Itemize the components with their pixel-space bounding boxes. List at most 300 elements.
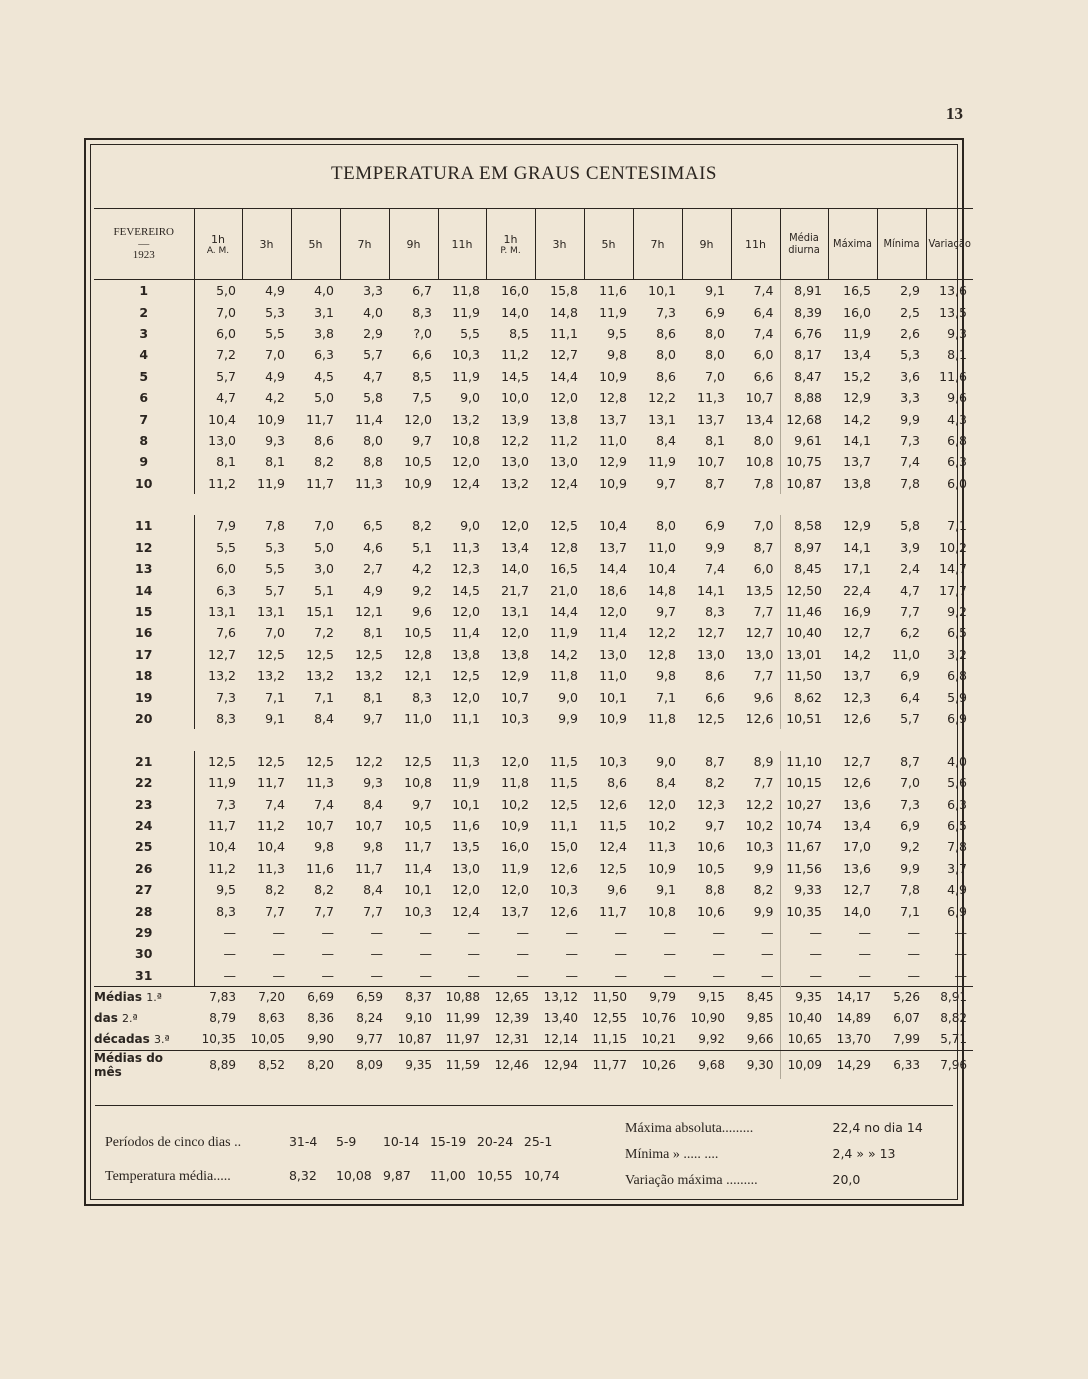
table-cell: 7,4 — [753, 325, 774, 341]
table-cell: 7,83 — [194, 986, 242, 1008]
table-cell: 14,4 — [550, 604, 578, 620]
table-cell: — — [780, 943, 828, 964]
table-cell: 9,92 — [682, 1029, 731, 1051]
table-cell: 6,8 — [947, 432, 967, 448]
table-cell: 8,3 — [216, 903, 236, 919]
table-cell: 7,7 — [265, 903, 285, 919]
table-cell: 7,20 — [242, 986, 291, 1008]
table-cell: 5,8 — [900, 518, 920, 534]
table-cell: 12,6 — [843, 775, 871, 791]
table-cell: 12,5 — [306, 753, 334, 769]
table-cell: 10,8 — [648, 903, 676, 919]
table-row — [94, 537, 973, 558]
table-cell: 8,3 — [412, 689, 432, 705]
decade-mean-row — [94, 1008, 973, 1029]
table-cell: 11,8 — [550, 668, 578, 684]
table-cell: 8,91 — [780, 280, 828, 302]
period-temp: 8,32 — [288, 1168, 317, 1183]
table-cell: 6,0 — [216, 561, 236, 577]
table-cell: 14,0 — [501, 304, 529, 320]
table-cell: 9,8 — [607, 347, 627, 363]
table-cell: 9,1 — [265, 711, 285, 726]
table-cell: 14,8 — [648, 582, 676, 598]
table-cell: 12,5 — [550, 796, 578, 812]
table-cell: 6,0 — [753, 347, 774, 363]
table-cell: 12,7 — [843, 625, 871, 641]
table-cell: 7,1 — [314, 689, 334, 705]
table-cell: 12,2 — [355, 753, 383, 769]
table-cell: — — [370, 967, 383, 983]
table-cell: 8,7 — [900, 753, 920, 769]
period-value: 10-14 — [382, 1134, 420, 1149]
table-cell: — — [858, 946, 871, 962]
min-absolute-value: 2,4 » » 13 — [832, 1146, 896, 1161]
table-cell: 3,0 — [314, 561, 334, 577]
table-cell: 11,1 — [550, 817, 578, 833]
table-cell: 8,6 — [656, 325, 676, 341]
table-cell: 8,37 — [389, 986, 438, 1008]
table-cell: 8,6 — [705, 668, 725, 684]
table-cell: — — [780, 922, 828, 943]
table-cell: 9,7 — [412, 432, 432, 448]
table-cell: 11,2 — [208, 860, 236, 876]
table-cell: 7,9 — [216, 518, 236, 534]
table-cell: 8,7 — [753, 539, 774, 555]
table-cell: 13,2 — [501, 475, 529, 491]
table-row — [94, 858, 973, 879]
table-cell: 11,5 — [599, 817, 627, 833]
table-cell: 11,6 — [599, 283, 627, 299]
table-cell: 11,50 — [780, 665, 828, 686]
decade-mean-label — [94, 986, 194, 1008]
table-cell: — — [419, 946, 432, 962]
table-cell: 11,50 — [584, 986, 633, 1008]
table-cell: 13,1 — [257, 604, 285, 620]
table-cell: 5,5 — [265, 325, 285, 341]
table-cell: 5,0 — [314, 539, 334, 555]
table-cell: 12,1 — [404, 668, 432, 684]
table-cell: 9,9 — [900, 411, 920, 427]
table-cell: 12,0 — [452, 882, 480, 898]
table-cell: 11,7 — [306, 411, 334, 427]
table-cell: 12,3 — [452, 561, 480, 577]
table-cell: 6,4 — [900, 689, 920, 705]
table-row — [94, 686, 973, 707]
table-cell: 6,07 — [893, 1011, 920, 1026]
table-cell: 12,68 — [780, 408, 828, 429]
table-cell: 9,66 — [731, 1029, 780, 1051]
table-row — [94, 965, 973, 987]
period-temp: 10,55 — [476, 1168, 513, 1183]
day-number: 19 — [94, 686, 194, 707]
table-cell: 10,2 — [648, 817, 676, 833]
table-cell: 12,0 — [452, 604, 480, 620]
table-cell: 7,7 — [753, 668, 774, 684]
table-cell: 9,61 — [780, 430, 828, 451]
table-cell: 5,7 — [265, 582, 285, 598]
table-cell: — — [565, 967, 578, 983]
day-number: 17 — [94, 644, 194, 665]
table-frame-inner — [90, 144, 971, 1200]
table-cell: 7,7 — [753, 604, 774, 620]
period-temp: 11,00 — [429, 1168, 466, 1183]
table-cell: — — [907, 967, 920, 983]
gap-cell — [94, 729, 973, 750]
table-cell: — — [419, 924, 432, 940]
day-number: 26 — [94, 858, 194, 879]
table-cell: 15,0 — [550, 839, 578, 855]
table-cell: 12,5 — [599, 860, 627, 876]
table-cell: 10,3 — [452, 347, 480, 363]
table-cell: 8,0 — [656, 347, 676, 363]
table-cell: 8,2 — [314, 454, 334, 470]
table-cell: 12,9 — [843, 390, 871, 406]
table-cell: 5,3 — [900, 347, 920, 363]
table-cell: 10,40 — [780, 622, 828, 643]
table-cell: 10,1 — [452, 796, 480, 812]
table-cell: 8,3 — [216, 711, 236, 726]
day-number: 2 — [94, 301, 194, 322]
max-variation-label: Variação máxima ......... — [625, 1173, 758, 1188]
table-cell: 12,2 — [648, 390, 676, 406]
table-cell: — — [907, 924, 920, 940]
table-cell: 13,6 — [939, 283, 967, 299]
table-cell: — — [858, 924, 871, 940]
table-cell: 5,5 — [265, 561, 285, 577]
table-cell: 9,35 — [405, 1057, 432, 1072]
table-cell: 9,2 — [412, 582, 432, 598]
table-cell: 5,7 — [363, 347, 383, 363]
table-cell: 9,3 — [265, 432, 285, 448]
table-cell: 12,39 — [494, 1011, 529, 1026]
table-cell: — — [761, 967, 774, 983]
table-cell: 11,2 — [501, 347, 529, 363]
table-cell: 11,0 — [892, 646, 920, 662]
table-cell: 7,8 — [947, 839, 967, 855]
table-cell: — — [467, 946, 480, 962]
table-cell: 12,5 — [208, 753, 236, 769]
table-cell: 12,6 — [550, 903, 578, 919]
min-absolute-row — [625, 1146, 923, 1172]
table-cell: 10,7 — [501, 689, 529, 705]
table-cell: 9,0 — [460, 390, 480, 406]
table-cell: 11,4 — [404, 860, 432, 876]
table-cell: 3,6 — [900, 368, 920, 384]
table-cell: — — [419, 967, 432, 983]
table-cell: 5,26 — [877, 986, 926, 1008]
table-cell: 6,5 — [947, 817, 967, 833]
table-cell: 12,14 — [535, 1029, 584, 1051]
table-cell: 10,3 — [745, 839, 774, 855]
table-row — [94, 815, 973, 836]
period-value: 15-19 — [429, 1134, 467, 1149]
table-cell: 11,2 — [257, 817, 285, 833]
table-cell: 6,9 — [900, 817, 920, 833]
table-row — [94, 579, 973, 600]
table-cell: 6,0 — [753, 561, 774, 577]
table-cell: 12,8 — [599, 390, 627, 406]
table-cell: 4,2 — [412, 561, 432, 577]
table-cell: 6,5 — [363, 518, 383, 534]
table-cell: 2,4 — [900, 561, 920, 577]
table-cell: 13,5 — [939, 304, 967, 320]
table-cell: 13,01 — [780, 644, 828, 665]
table-cell: — — [954, 924, 967, 940]
table-cell: — — [223, 946, 236, 962]
table-cell: 11,5 — [550, 775, 578, 791]
table-cell: 10,40 — [780, 1008, 828, 1029]
day-number: 8 — [94, 430, 194, 451]
table-cell: 9,1 — [656, 882, 676, 898]
day-number: 27 — [94, 879, 194, 900]
table-cell: — — [761, 924, 774, 940]
table-cell: 10,9 — [599, 368, 627, 384]
table-cell: 8,09 — [356, 1057, 383, 1072]
table-cell: 10,0 — [501, 390, 529, 406]
table-cell: 8,82 — [940, 1011, 967, 1026]
table-cell: 10,3 — [550, 882, 578, 898]
table-cell: 7,4 — [265, 796, 285, 812]
table-cell: 12,0 — [648, 796, 676, 812]
table-cell: 13,7 — [843, 668, 871, 684]
table-cell: 14,17 — [828, 986, 877, 1008]
table-cell: 9,7 — [656, 604, 676, 620]
period-temp: 10,74 — [523, 1168, 560, 1183]
table-cell: 14,8 — [550, 304, 578, 320]
table-cell: 13,7 — [599, 539, 627, 555]
table-cell: 12,0 — [501, 753, 529, 769]
decade-ordinal: 3.ª — [153, 1033, 170, 1047]
table-cell: — — [614, 946, 627, 962]
pm-label: P. M. — [500, 245, 521, 256]
table-cell: 8,52 — [258, 1057, 285, 1072]
table-cell: 9,7 — [363, 711, 383, 726]
table-cell: — — [272, 924, 285, 940]
table-frame — [84, 138, 971, 1206]
table-cell: 8,89 — [209, 1057, 236, 1072]
table-cell: 10,87 — [389, 1029, 438, 1051]
table-cell: 13,9 — [501, 411, 529, 427]
table-cell: 9,9 — [753, 860, 774, 876]
table-cell: 7,0 — [265, 625, 285, 641]
table-cell: 5,3 — [265, 304, 285, 320]
table-cell: 9,8 — [656, 668, 676, 684]
table-cell: 14,4 — [550, 368, 578, 384]
table-cell: 8,1 — [265, 454, 285, 470]
table-cell: 2,6 — [900, 325, 920, 341]
table-cell: 11,9 — [452, 368, 480, 384]
table-cell: — — [516, 967, 529, 983]
table-cell: 11,46 — [780, 601, 828, 622]
table-cell: — — [370, 924, 383, 940]
month-header — [94, 209, 194, 280]
table-cell: 13,2 — [452, 411, 480, 427]
table-cell: 7,1 — [656, 689, 676, 705]
day-number: 29 — [94, 922, 194, 943]
table-cell: 8,2 — [412, 518, 432, 534]
table-cell: 11,4 — [355, 411, 383, 427]
table-cell: 9,6 — [753, 689, 774, 705]
table-cell: 9,7 — [656, 475, 676, 491]
table-cell: 8,2 — [705, 775, 725, 791]
table-cell: 13,7 — [599, 411, 627, 427]
table-cell: 10,7 — [697, 454, 725, 470]
table-cell: 7,2 — [216, 347, 236, 363]
table-cell: 12,7 — [697, 625, 725, 641]
table-cell: 12,5 — [306, 646, 334, 662]
table-row — [94, 601, 973, 622]
table-cell: 6,9 — [705, 518, 725, 534]
table-cell: 10,26 — [641, 1057, 676, 1072]
table-cell: 8,8 — [363, 454, 383, 470]
table-row — [94, 430, 973, 451]
table-cell: 11,7 — [599, 903, 627, 919]
col-header-minima: Mínima — [877, 209, 926, 280]
month-mean-label: Médias do mês — [94, 1050, 164, 1079]
table-cell: 7,4 — [753, 283, 774, 299]
table-cell: 4,0 — [947, 753, 967, 769]
table-cell: 12,9 — [843, 518, 871, 534]
period-value: 25-1 — [523, 1134, 553, 1149]
table-cell: 11,6 — [939, 368, 967, 384]
table-cell: 5,7 — [900, 711, 920, 726]
table-cell: 9,30 — [746, 1057, 774, 1072]
temperature-table — [94, 208, 973, 1079]
table-cell: 11,9 — [452, 775, 480, 791]
table-cell: 10,8 — [404, 775, 432, 791]
table-cell: 13,7 — [843, 454, 871, 470]
table-cell: 5,8 — [363, 390, 383, 406]
day-number: 7 — [94, 408, 194, 429]
table-cell: 12,7 — [843, 882, 871, 898]
table-cell: 7,1 — [947, 518, 967, 534]
table-cell: 7,3 — [656, 304, 676, 320]
table-cell: 10,1 — [648, 283, 676, 299]
day-number: 3 — [94, 323, 194, 344]
table-cell: 8,8 — [705, 882, 725, 898]
table-cell: 8,6 — [656, 368, 676, 384]
day-number: 9 — [94, 451, 194, 472]
table-cell: 10,4 — [208, 839, 236, 855]
day-number: 11 — [94, 515, 194, 536]
table-cell: 11,10 — [780, 751, 828, 772]
table-cell: 16,9 — [843, 604, 871, 620]
table-row — [94, 408, 973, 429]
table-cell: 8,17 — [780, 344, 828, 365]
table-cell: 4,6 — [363, 539, 383, 555]
table-cell: 9,0 — [460, 518, 480, 534]
table-cell: 6,9 — [900, 668, 920, 684]
table-cell: 10,21 — [633, 1029, 682, 1051]
table-cell: 21,0 — [550, 582, 578, 598]
table-cell: 4,3 — [947, 411, 967, 427]
col-header-9pm: 9h — [682, 209, 731, 280]
table-cell: 7,7 — [314, 903, 334, 919]
table-row — [94, 879, 973, 900]
table-cell: 6,69 — [291, 986, 340, 1008]
table-cell: 11,3 — [452, 753, 480, 769]
table-cell: 12,7 — [745, 625, 774, 641]
table-cell: 5,7 — [216, 368, 236, 384]
table-cell: 8,91 — [926, 986, 973, 1008]
table-row — [94, 473, 973, 494]
table-cell: 12,4 — [452, 475, 480, 491]
decade-label-word: das — [94, 1011, 118, 1026]
table-cell: 10,9 — [648, 860, 676, 876]
table-cell: 9,5 — [216, 882, 236, 898]
table-cell: 8,1 — [216, 454, 236, 470]
table-cell: 7,3 — [900, 432, 920, 448]
table-cell: 5,5 — [216, 539, 236, 555]
table-cell: 12,1 — [355, 604, 383, 620]
table-cell: 6,0 — [216, 325, 236, 341]
table-cell: 10,1 — [404, 882, 432, 898]
table-cell: 13,1 — [208, 604, 236, 620]
table-cell: 13,0 — [452, 860, 480, 876]
extremes — [625, 1120, 923, 1198]
table-cell: 12,3 — [697, 796, 725, 812]
table-cell: — — [954, 946, 967, 962]
table-cell: 5,1 — [314, 582, 334, 598]
max-variation-value: 20,0 — [832, 1172, 861, 1187]
table-cell: — — [321, 946, 334, 962]
table-cell: 14,5 — [452, 582, 480, 598]
table-cell: 12,5 — [452, 668, 480, 684]
table-cell: 10,9 — [501, 817, 529, 833]
table-cell: 8,58 — [780, 515, 828, 536]
table-cell: 13,6 — [843, 796, 871, 812]
table-cell: 7,4 — [314, 796, 334, 812]
table-cell: 11,9 — [257, 475, 285, 491]
table-cell: 6,3 — [947, 454, 967, 470]
table-row — [94, 515, 973, 536]
table-cell: 8,1 — [363, 625, 383, 641]
col-header-variacao: Variação — [926, 209, 973, 280]
day-number: 5 — [94, 366, 194, 387]
day-number: 13 — [94, 558, 194, 579]
table-cell: 13,0 — [697, 646, 725, 662]
table-cell: 12,5 — [697, 711, 725, 726]
table-row — [94, 451, 973, 472]
table-cell: 2,9 — [363, 325, 383, 341]
decade-gap — [94, 729, 973, 750]
table-cell: 5,3 — [265, 539, 285, 555]
col-header-3am: 3h — [242, 209, 291, 280]
day-number: 28 — [94, 900, 194, 921]
table-cell: 13,8 — [501, 646, 529, 662]
table-cell: 7,7 — [363, 903, 383, 919]
table-cell: 7,1 — [265, 689, 285, 705]
table-cell: 10,9 — [599, 711, 627, 726]
table-row — [94, 301, 973, 322]
table-cell: 8,97 — [780, 537, 828, 558]
table-cell: 14,0 — [843, 903, 871, 919]
table-cell: 13,0 — [208, 432, 236, 448]
temperature-mean-label: Temperatura média..... — [105, 1169, 231, 1184]
table-cell: 12,2 — [648, 625, 676, 641]
day-number: 14 — [94, 579, 194, 600]
max-absolute-label: Máxima absoluta......... — [625, 1121, 754, 1136]
table-cell: 10,27 — [780, 793, 828, 814]
decade-ordinal: 2.ª — [122, 1012, 138, 1026]
table-cell: 10,9 — [404, 475, 432, 491]
table-cell: 9,6 — [412, 604, 432, 620]
table-cell: 6,3 — [216, 582, 236, 598]
month-dash: — — [138, 238, 150, 250]
table-cell: 12,4 — [452, 903, 480, 919]
table-cell: 6,33 — [893, 1057, 920, 1072]
table-cell: 12,5 — [257, 753, 285, 769]
